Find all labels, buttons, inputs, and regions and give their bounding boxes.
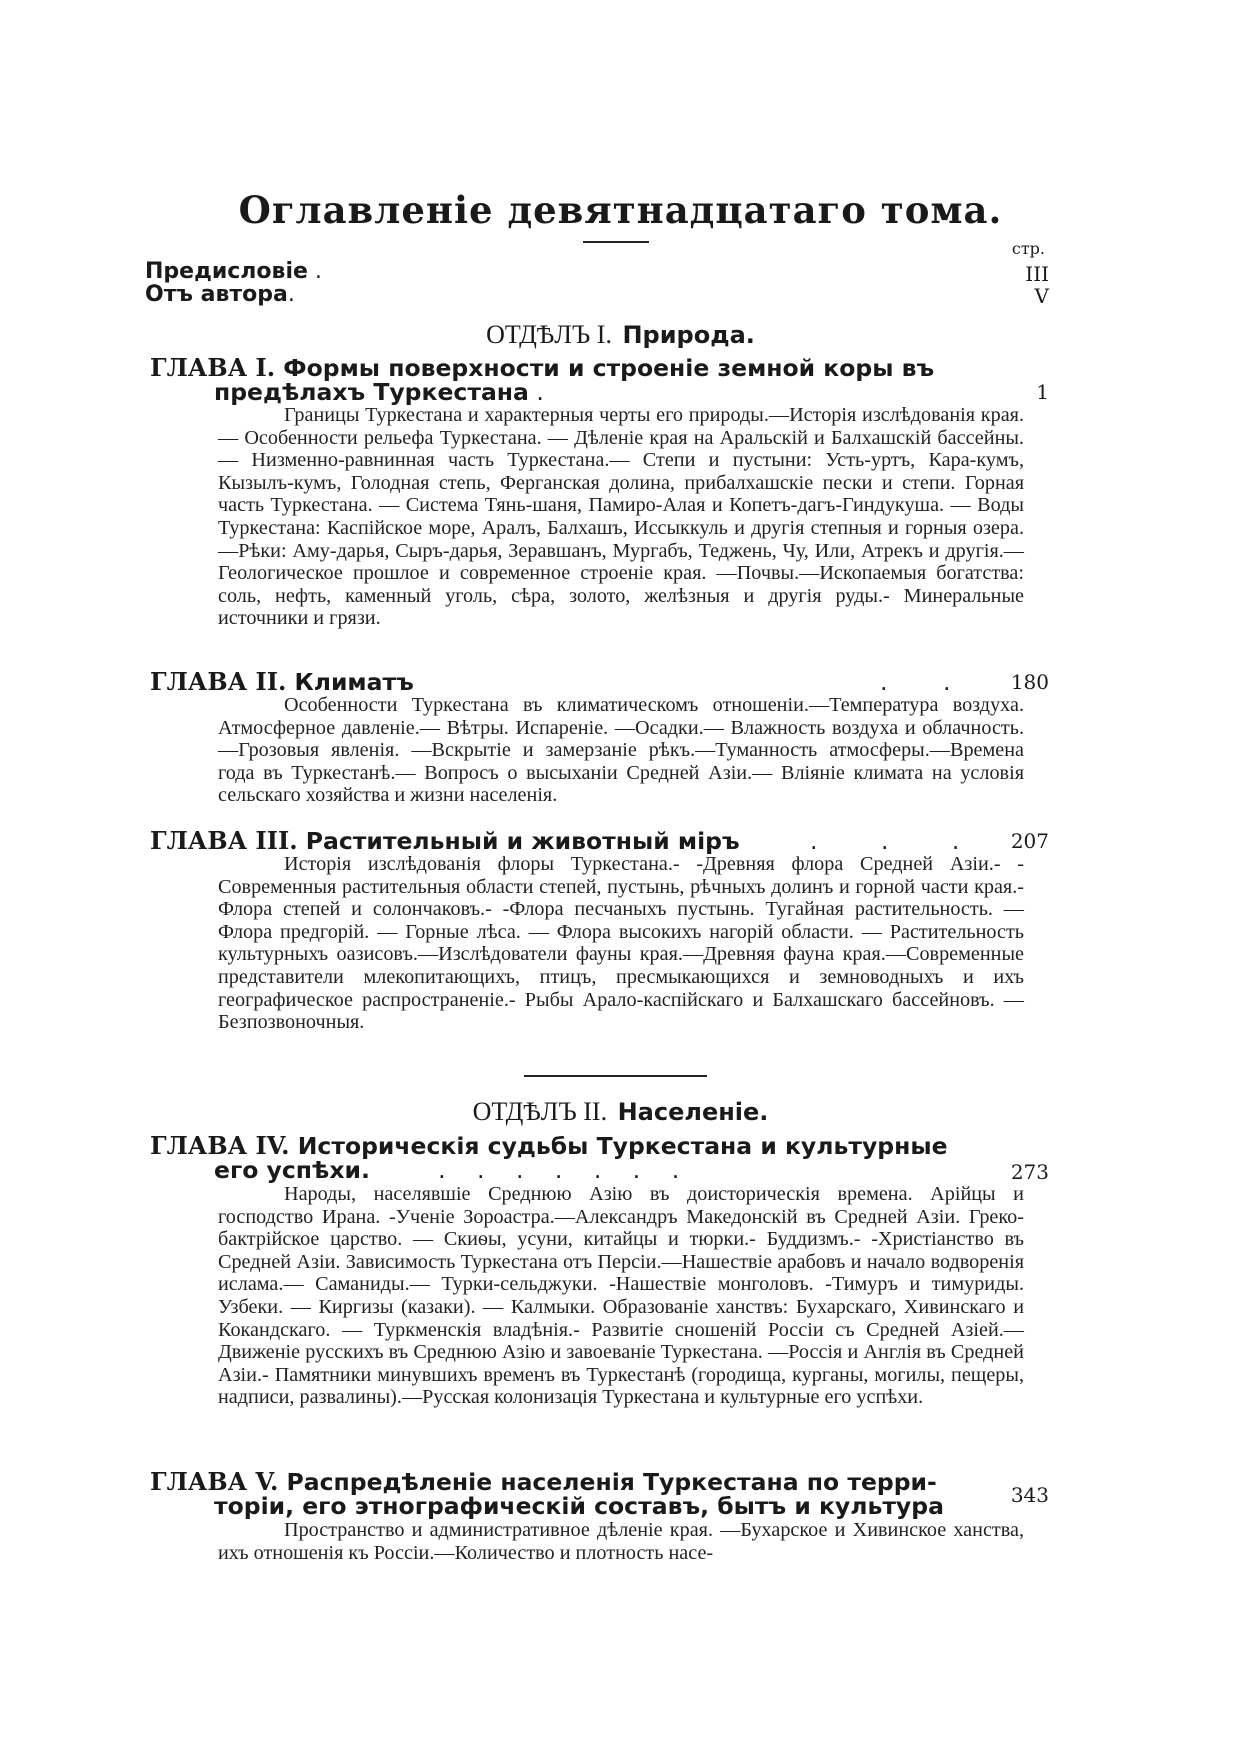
chapter-title: Формы поверхности и строеніе земной коры въ	[283, 354, 935, 382]
front-matter-label: Предисловіе	[145, 259, 308, 284]
chapter-heading-3[interactable]	[150, 826, 1030, 855]
chapter-title: Климатъ	[294, 668, 414, 696]
page-number: 1	[1036, 380, 1049, 404]
title-rule	[583, 241, 649, 243]
chapter-title: Растительный и животный міръ	[305, 827, 740, 855]
page-number: III	[1025, 262, 1049, 286]
front-matter-label: Отъ автора	[145, 282, 288, 307]
section-prefix: ОТДѢЛЪ II.	[472, 1097, 608, 1126]
chapter-heading-1[interactable]	[150, 353, 1030, 406]
chapter-heading-2[interactable]	[150, 667, 1030, 696]
front-matter-author[interactable]	[145, 282, 295, 307]
chapter-number: ГЛАВА V.	[150, 1467, 279, 1496]
chapter-number: ГЛАВА I.	[150, 353, 276, 382]
chapter-title-cont: предѣлахъ Туркестана	[214, 378, 529, 406]
page-number: 180	[1010, 670, 1049, 694]
chapter-summary: Народы, населявшіе Среднюю Азію въ доисторическія времена. Арійцы и господство Ирана. -Ученіе Зороастра.—Александръ Македонскій въ Средней Азіи. Греко-бактрійское царство. — Скиѳы, усуни, китайцы и тюрки.- Буддизмъ.- -Христіанство въ Средней Азіи. Зависимость Туркестана отъ Персіи.—Нашествіе арабовъ и начало водворенія ислама.— Саманиды.— Турки-сельджуки. -Нашествіе монголовъ. -Тимуръ и тимуриды. Узбеки. — Киргизы (казаки). — Калмыки. Образованіе ханствъ: Бухарскаго, Хивинскаго и Кокандскаго. — Туркменскія владѣнія.- Развитіе сношеній Россіи съ Средней Азіей.—Движеніе русскихъ въ Среднюю Азію и завоеваніе Туркестана. —Россія и Англія въ Средней Азіи.- Памятники минувшихъ временъ въ Туркестанѣ (городища, курганы, могилы, пещеры, надписи, развалины).—Русская колонизація Туркестана и культурные его успѣхи.	[218, 1183, 1024, 1409]
chapter-number: ГЛАВА II.	[150, 667, 287, 696]
leader-dots: . .	[880, 668, 975, 696]
section-heading-1	[0, 320, 1241, 350]
chapter-title: Распредѣленіе населенія Туркестана по терри-	[286, 1468, 937, 1496]
page-number: V	[1034, 284, 1049, 308]
page-number: 273	[1010, 1160, 1049, 1184]
chapter-number: ГЛАВА III.	[150, 826, 298, 855]
chapter-title-cont: его успѣхи.	[214, 1156, 370, 1184]
chapter-number: ГЛАВА IV.	[150, 1131, 290, 1160]
chapter-title-cont: торіи, его этнографическій составъ, бытъ и культура	[214, 1492, 944, 1520]
chapter-summary: Пространство и административное дѣленіе края. —Бухарское и Хивинское ханства, ихъ отношенія къ Россіи.—Количество и плотность насе-	[218, 1519, 1024, 1564]
front-matter-preface[interactable]	[145, 259, 322, 284]
page-number: 343	[1010, 1483, 1049, 1507]
leader-dots: .	[307, 259, 322, 284]
chapter-summary: Исторія изслѣдованія флоры Туркестана.- -Древняя флора Средней Азіи.- - Современныя растительныя области степей, пустынь, рѣчныхъ долинъ и горной части края.- Флора степей и солончаковъ.- -Флора песчаныхъ пустынь. Тугайная растительность. — Флора предгорій. — Горные лѣса. — Флора высокихъ нагорій области. — Растительность культурныхъ оазисовъ.—Изслѣдователи фауны края.—Древняя фауна края.—Современные представители млекопитающихъ, птицъ, пресмыкающихся и земноводныхъ и ихъ географическое распространеніе.- Рыбы Арало-каспійскаго и Балхашскаго бассейновъ. —Безпозвоночныя.	[218, 853, 1024, 1034]
chapter-summary: Особенности Туркестана въ климатическомъ отношеніи.—Температура воздуха. Атмосферное давленіе.— Вѣтры. Испареніе. —Осадки.— Влажность воздуха и облачность. —Грозовыя явленія. —Вскрытіе и замерзаніе рѣкъ.—Туманность атмосферы.—Времена года въ Туркестанѣ.— Вопросъ о высыханіи Средней Азіи.— Вліяніе климата на условія сельскаго хозяйства и жизни населенія.	[218, 694, 1024, 807]
chapter-title: Историческія судьбы Туркестана и культурные	[297, 1132, 948, 1160]
page-column-header: стр.	[1011, 239, 1045, 258]
leader-dots: .	[287, 282, 295, 307]
section-name: Населеніе.	[617, 1098, 769, 1126]
page-title: Оглавленіе девятнадцатаго тома.	[238, 188, 1003, 232]
chapter-heading-5[interactable]	[150, 1467, 1030, 1520]
chapter-summary: Границы Туркестана и характерныя черты его природы.—Исторія изслѣдованія края. — Особенности рельефа Туркестана. — Дѣленіе края на Аральскій и Балхашскій бассейны.— Низменно-равнинная часть Туркестана.— Степи и пустыни: Усть-уртъ, Кара-кумъ, Кызылъ-кумъ, Голодная степь, Ферганская долина, прибалхашскіе пески и степи. Горная часть Туркестана. — Система Тянь-шаня, Памиро-Алая и Копетъ-дагъ-Гиндукуша. — Воды Туркестана: Каспійское море, Аралъ, Балхашъ, Иссыккуль и другія степныя и горныя озера.—Рѣки: Аму-дарья, Сыръ-дарья, Зеравшанъ, Мургабъ, Теджень, Чу, Или, Атрекъ и другія.—Геологическое прошлое и современное строеніе края. —Почвы.—Ископаемыя богатства: соль, нефть, каменный уголь, сѣра, золото, желѣзныя и другія руды.- Минеральные источники и грязи.	[218, 404, 1024, 630]
leader-dots: . . .	[810, 827, 988, 855]
section-heading-2	[0, 1097, 1241, 1127]
leader-dots: . . . . . . .	[438, 1156, 692, 1184]
leader-dots: .	[528, 378, 544, 406]
section-name: Природа.	[622, 321, 755, 349]
section-prefix: ОТДѢЛЪ I.	[486, 320, 612, 349]
section-divider	[524, 1075, 707, 1077]
page-number: 207	[1010, 829, 1049, 853]
